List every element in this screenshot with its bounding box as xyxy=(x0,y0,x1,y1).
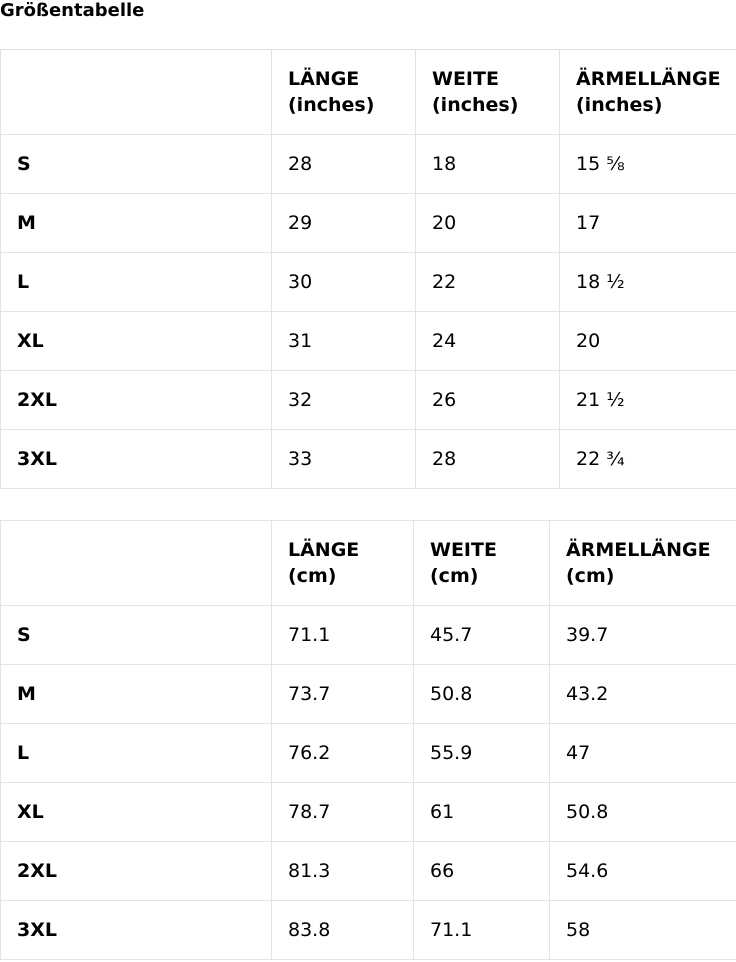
table-row xyxy=(1,901,736,960)
size-label-cell: 2XL xyxy=(1,842,272,901)
size-label-cell: 3XL xyxy=(1,901,272,960)
header-unit: (cm) xyxy=(566,565,615,587)
header-cell-sleeve-length xyxy=(560,50,736,135)
length-cell: 78.7 xyxy=(272,783,414,842)
sleeve-length-cell: 15 ⅝ xyxy=(560,135,736,194)
table-header-row xyxy=(1,50,736,135)
width-cell: 45.7 xyxy=(414,606,550,665)
header-label: ÄRMELLÄNGE xyxy=(576,68,721,90)
table-row xyxy=(1,783,736,842)
width-cell: 20 xyxy=(416,194,560,253)
table-row xyxy=(1,194,736,253)
table-row xyxy=(1,842,736,901)
table-row xyxy=(1,665,736,724)
size-table-cm xyxy=(0,520,736,960)
size-label-cell: 3XL xyxy=(1,430,272,489)
header-label: WEITE xyxy=(430,539,497,561)
header-cell-width xyxy=(414,521,550,606)
header-unit: (inches) xyxy=(432,94,519,116)
width-cell: 61 xyxy=(414,783,550,842)
header-cell-empty xyxy=(1,521,272,606)
table-row xyxy=(1,724,736,783)
header-label: LÄNGE xyxy=(288,68,360,90)
width-cell: 22 xyxy=(416,253,560,312)
header-unit: (inches) xyxy=(288,94,375,116)
table-row xyxy=(1,606,736,665)
header-cell-length xyxy=(272,50,416,135)
width-cell: 66 xyxy=(414,842,550,901)
table-row xyxy=(1,430,736,489)
table-row xyxy=(1,371,736,430)
length-cell: 28 xyxy=(272,135,416,194)
size-table-inches xyxy=(0,49,736,489)
sleeve-length-cell: 39.7 xyxy=(550,606,736,665)
sleeve-length-cell: 47 xyxy=(550,724,736,783)
header-unit: (cm) xyxy=(430,565,479,587)
sleeve-length-cell: 18 ½ xyxy=(560,253,736,312)
header-cell-width xyxy=(416,50,560,135)
size-label-cell: M xyxy=(1,194,272,253)
size-label-cell: XL xyxy=(1,312,272,371)
length-cell: 83.8 xyxy=(272,901,414,960)
header-cell-sleeve-length xyxy=(550,521,736,606)
sleeve-length-cell: 43.2 xyxy=(550,665,736,724)
width-cell: 24 xyxy=(416,312,560,371)
sleeve-length-cell: 21 ½ xyxy=(560,371,736,430)
header-label: ÄRMELLÄNGE xyxy=(566,539,711,561)
length-cell: 32 xyxy=(272,371,416,430)
header-cell-length xyxy=(272,521,414,606)
width-cell: 71.1 xyxy=(414,901,550,960)
header-unit: (inches) xyxy=(576,94,663,116)
length-cell: 76.2 xyxy=(272,724,414,783)
sleeve-length-cell: 50.8 xyxy=(550,783,736,842)
header-label: WEITE xyxy=(432,68,499,90)
length-cell: 33 xyxy=(272,430,416,489)
size-label-cell: L xyxy=(1,253,272,312)
table-row xyxy=(1,253,736,312)
width-cell: 55.9 xyxy=(414,724,550,783)
header-unit: (cm) xyxy=(288,565,337,587)
width-cell: 50.8 xyxy=(414,665,550,724)
table-row xyxy=(1,312,736,371)
sleeve-length-cell: 22 ¾ xyxy=(560,430,736,489)
sleeve-length-cell: 58 xyxy=(550,901,736,960)
length-cell: 30 xyxy=(272,253,416,312)
size-label-cell: L xyxy=(1,724,272,783)
length-cell: 29 xyxy=(272,194,416,253)
page-title: Größentabelle xyxy=(0,0,145,21)
length-cell: 81.3 xyxy=(272,842,414,901)
size-label-cell: S xyxy=(1,606,272,665)
sleeve-length-cell: 17 xyxy=(560,194,736,253)
length-cell: 31 xyxy=(272,312,416,371)
width-cell: 18 xyxy=(416,135,560,194)
size-label-cell: M xyxy=(1,665,272,724)
length-cell: 73.7 xyxy=(272,665,414,724)
table-header-row xyxy=(1,521,736,606)
width-cell: 26 xyxy=(416,371,560,430)
header-label: LÄNGE xyxy=(288,539,360,561)
table-row xyxy=(1,135,736,194)
sleeve-length-cell: 54.6 xyxy=(550,842,736,901)
width-cell: 28 xyxy=(416,430,560,489)
length-cell: 71.1 xyxy=(272,606,414,665)
size-label-cell: XL xyxy=(1,783,272,842)
sleeve-length-cell: 20 xyxy=(560,312,736,371)
size-label-cell: 2XL xyxy=(1,371,272,430)
header-cell-empty xyxy=(1,50,272,135)
size-label-cell: S xyxy=(1,135,272,194)
